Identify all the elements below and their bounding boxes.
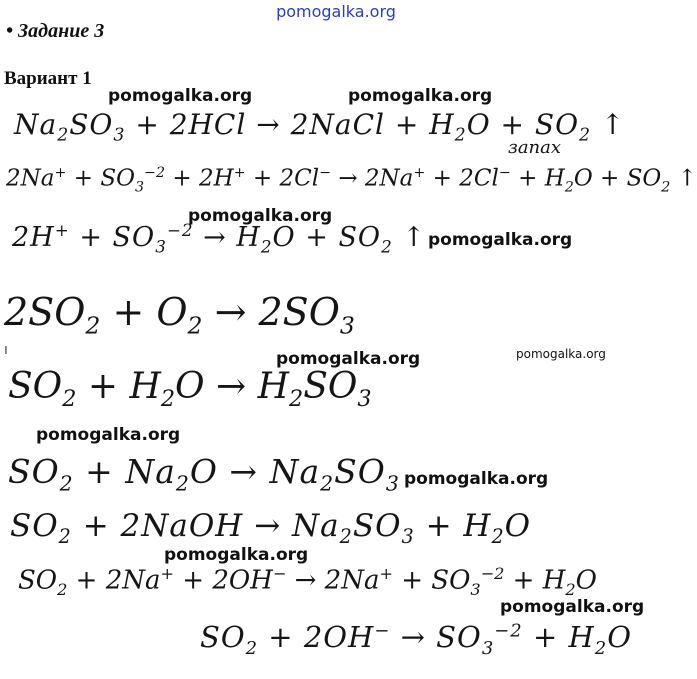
equation-1-note: запах [508, 137, 562, 158]
equation-8: $SO_2 + 2Na^+ + 2OH^- \to 2Na^+ + SO_3^{-2} + H_2O$ [18, 564, 597, 599]
watermark-10: pomogalka.org [500, 597, 645, 617]
equation-4: $2SO_2 + O_2 \to 2SO_3$ [4, 290, 355, 340]
watermark-6: pomogalka.org [516, 347, 606, 361]
watermark-5: pomogalka.org [276, 349, 421, 369]
watermark-1: pomogalka.org [108, 86, 253, 106]
site-watermark-header: pomogalka.org [276, 2, 396, 21]
equation-2: $2Na^+ + SO_3^{-2} + 2H^+ + 2Cl^- \to 2Na^+ + 2Cl^- + H_2O + SO_2$ ↑ [6, 165, 697, 196]
task-title: • Задание 3 [6, 20, 105, 42]
equation-1: $Na_2SO_3 + 2HCl$ → 2NaCl + $H_2O + SO_2$ ↑ [14, 108, 626, 146]
watermark-2: pomogalka.org [348, 86, 493, 106]
watermark-4: pomogalka.org [428, 230, 573, 250]
watermark-8: pomogalka.org [404, 469, 549, 489]
equation-3: $2H^+ + SO_3^{-2} \to H_2O + SO_2$ ↑ [12, 220, 426, 257]
equation-9: $SO_2 + 2OH^- \to SO_3^{-2} + H_2O$ [200, 620, 632, 659]
watermark-9: pomogalka.org [164, 545, 309, 565]
watermark-3: pomogalka.org [188, 206, 333, 226]
watermark-7: pomogalka.org [36, 425, 181, 445]
equation-5: $SO_2 + H_2O \to H_2SO_3$ [8, 366, 372, 413]
equation-6: $SO_2 + Na_2O \to Na_2SO_3$ [8, 452, 400, 496]
variant-title: Вариант 1 [4, 68, 92, 89]
stray-mark: ı [4, 342, 8, 358]
equation-7: $SO_2$ + 2NaOH → $Na_2SO_3 + H_2O$ [10, 508, 532, 549]
